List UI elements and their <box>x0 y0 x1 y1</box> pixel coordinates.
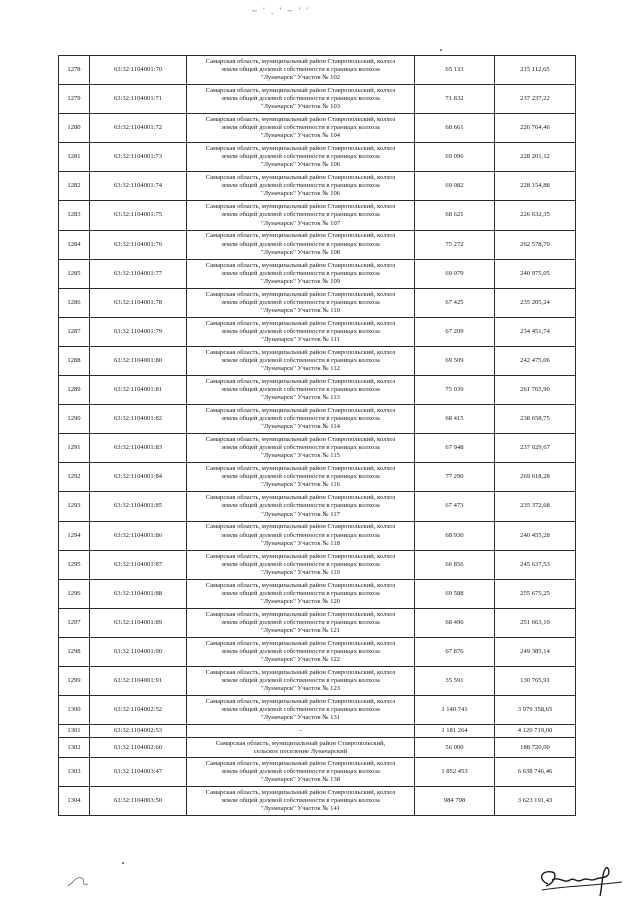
area-value: 77 290 <box>415 463 495 492</box>
description-line: "Луначарск" Участок № 120 <box>260 597 341 605</box>
cadastral-value: 245 637,53 <box>495 550 576 579</box>
area-value: 1 181 264 <box>415 725 495 738</box>
description-line: Самарская область, муниципальный район Ставропольский, колхоз <box>205 407 396 415</box>
cadastral-value: 215 112,65 <box>495 56 576 85</box>
description-line: "Луначарск" Участок № 106 <box>260 190 341 198</box>
cadastral-value: 242 475,06 <box>495 346 576 375</box>
table-row <box>59 346 576 375</box>
area-value: 67 876 <box>415 637 495 666</box>
cadastral-value: 3 979 358,65 <box>495 696 576 725</box>
cadastral-number: 63:32:1104002:60 <box>90 738 187 758</box>
table-row <box>59 637 576 666</box>
description-line: "Луначарск" Участок № 104 <box>260 132 341 140</box>
description-line: земли общей долевой собственности в границах колхоза <box>221 768 380 776</box>
cadastral-number: 63:32:1104003:50 <box>90 787 187 816</box>
description-line: "Луначарск" Участок № 113 <box>261 394 340 402</box>
location-description <box>187 550 415 579</box>
area-value: 1 852 453 <box>415 758 495 787</box>
description-line: земли общей долевой собственности в границах колхоза <box>221 95 380 103</box>
description-line: земли общей долевой собственности в границах колхоза <box>221 797 380 805</box>
cadastral-number: 63:32:1104001:70 <box>90 56 187 85</box>
location-description <box>187 172 415 201</box>
area-value: 67 209 <box>415 317 495 346</box>
cadastral-number: 63:32:1104001:87 <box>90 550 187 579</box>
table-row <box>59 463 576 492</box>
area-value: 75 039 <box>415 376 495 405</box>
description-line: "Луначарск" Участок № 117 <box>261 510 340 518</box>
description-line: "Луначарск" Участок № 114 <box>261 423 340 431</box>
cadastral-value: 228 201,12 <box>495 143 576 172</box>
area-value: 984 798 <box>415 787 495 816</box>
row-number: 1287 <box>59 317 90 346</box>
area-value: 69 588 <box>415 579 495 608</box>
cadastral-value: 3 623 191,43 <box>495 787 576 816</box>
description-line: Самарская область, муниципальный район Ставропольский, колхоз <box>205 290 396 298</box>
description-line: "Луначарск" Участок № 111 <box>261 335 340 343</box>
description-line: Самарская область, муниципальный район Ставропольский, колхоз <box>205 789 396 797</box>
row-number: 1289 <box>59 376 90 405</box>
area-value: 35 591 <box>415 666 495 695</box>
cadastral-number: 63:32:1104001:89 <box>90 608 187 637</box>
cadastral-value: 262 578,70 <box>495 230 576 259</box>
table-row <box>59 172 576 201</box>
description-line: Самарская область, муниципальный район Ставропольский, колхоз <box>205 377 396 385</box>
row-number: 1286 <box>59 288 90 317</box>
row-number: 1297 <box>59 608 90 637</box>
cadastral-value: 249 385,14 <box>495 637 576 666</box>
location-description <box>187 317 415 346</box>
description-line: земли общей долевой собственности в границах колхоза <box>221 269 380 277</box>
area-value: 68 661 <box>415 114 495 143</box>
cadastral-number: 63:32:1104001:88 <box>90 579 187 608</box>
cadastral-value: 238 658,75 <box>495 405 576 434</box>
location-description <box>187 725 415 738</box>
area-value: 67 948 <box>415 434 495 463</box>
description-line: Самарская область, муниципальный район Ставропольский, колхоз <box>205 145 396 153</box>
description-line: Самарская область, муниципальный район Ставропольский, колхоз <box>205 57 396 65</box>
location-description <box>187 230 415 259</box>
cadastral-number: 63:32:1104001:83 <box>90 434 187 463</box>
cadastral-value: 240 975,05 <box>495 259 576 288</box>
description-line: земли общей долевой собственности в границах колхоза <box>221 386 380 394</box>
cadastral-number: 63:32:1104002:52 <box>90 696 187 725</box>
area-value: 68 930 <box>415 521 495 550</box>
cadastral-value: 228 154,88 <box>495 172 576 201</box>
description-line: земли общей долевой собственности в границах колхоза <box>221 589 380 597</box>
description-line: земли общей долевой собственности в границах колхоза <box>221 647 380 655</box>
description-line: земли общей долевой собственности в границах колхоза <box>221 211 380 219</box>
row-number: 1300 <box>59 696 90 725</box>
area-value: 75 272 <box>415 230 495 259</box>
description-line: Самарская область, муниципальный район Ставропольский, колхоз <box>205 348 396 356</box>
scribble-mark <box>66 872 92 890</box>
table-row <box>59 259 576 288</box>
area-value: 69 509 <box>415 346 495 375</box>
description-line: земли общей долевой собственности в границах колхоза <box>221 560 380 568</box>
signature <box>534 862 626 898</box>
row-number: 1285 <box>59 259 90 288</box>
cadastral-number: 63:32:1104001:74 <box>90 172 187 201</box>
cadastral-number: 63:32:1104001:78 <box>90 288 187 317</box>
description-line: "Луначарск" Участок № 116 <box>261 481 340 489</box>
row-number: 1303 <box>59 758 90 787</box>
row-number: 1296 <box>59 579 90 608</box>
description-line: "Луначарск" Участок № 131 <box>260 714 341 722</box>
description-line: земли общей долевой собственности в границах колхоза <box>221 240 380 248</box>
table-row <box>59 405 576 434</box>
area-value: 66 856 <box>415 550 495 579</box>
cadastral-value: 226 764,46 <box>495 114 576 143</box>
description-line: земли общей долевой собственности в границах колхоза <box>221 124 380 132</box>
location-description <box>187 579 415 608</box>
row-number: 1293 <box>59 492 90 521</box>
description-line: Самарская область, муниципальный район Ставропольский, колхоз <box>205 760 396 768</box>
description-line: "Луначарск" Участок № 138 <box>260 776 341 784</box>
cadastral-number: 63:32:1104001:72 <box>90 114 187 143</box>
location-description <box>187 85 415 114</box>
cadastral-number: 63:32:1104001:71 <box>90 85 187 114</box>
table-row <box>59 758 576 787</box>
table-row <box>59 288 576 317</box>
description-line: "Луначарск" Участок № 119 <box>261 568 340 576</box>
description-line: Самарская область, муниципальный район Ставропольский, колхоз <box>205 494 396 502</box>
row-number: 1290 <box>59 405 90 434</box>
description-line: Самарская область, муниципальный район Ставропольский, колхоз <box>205 639 396 647</box>
cadastral-value: 240 455,28 <box>495 521 576 550</box>
row-number: 1279 <box>59 85 90 114</box>
area-value: 56 000 <box>415 738 495 758</box>
description-line: Самарская область, муниципальный район Ставропольский, <box>215 739 386 747</box>
description-line: земли общей долевой собственности в границах колхоза <box>221 66 380 73</box>
area-value: 71 832 <box>415 85 495 114</box>
description-line: земли общей долевой собственности в границах колхоза <box>221 327 380 335</box>
table-row <box>59 608 576 637</box>
description-line: Самарская область, муниципальный район Ставропольский, колхоз <box>205 319 396 327</box>
area-value: 67 473 <box>415 492 495 521</box>
description-line: "Луначарск" Участок № 122 <box>260 655 341 663</box>
description-line: Самарская область, муниципальный район Ставропольский, колхоз <box>205 203 396 211</box>
cadastral-value: 251 663,10 <box>495 608 576 637</box>
row-number: 1284 <box>59 230 90 259</box>
cadastral-number: 63:32:1104001:84 <box>90 463 187 492</box>
cadastral-value: 237 237,22 <box>495 85 576 114</box>
description-line: земли общей долевой собственности в границах колхоза <box>221 356 380 364</box>
table-row <box>59 725 576 738</box>
description-line: "Луначарск" Участок № 110 <box>261 306 340 314</box>
cadastral-number: 63:32:1104001:73 <box>90 143 187 172</box>
description-line: Самарская область, муниципальный район Ставропольский, колхоз <box>205 465 396 473</box>
area-value: 65 133 <box>415 56 495 85</box>
table-row <box>59 521 576 550</box>
location-description <box>187 288 415 317</box>
location-description <box>187 521 415 550</box>
cadastral-value: 234 451,74 <box>495 317 576 346</box>
description-line: земли общей долевой собственности в границах колхоза <box>221 153 380 161</box>
table-row <box>59 230 576 259</box>
location-description <box>187 637 415 666</box>
area-value: 1 140 741 <box>415 696 495 725</box>
cadastral-number: 63:32:1104001:79 <box>90 317 187 346</box>
description-line: земли общей долевой собственности в границах колхоза <box>221 298 380 306</box>
table-row <box>59 114 576 143</box>
table-row <box>59 787 576 816</box>
description-line: сельское поселение Луначарский <box>253 747 348 755</box>
location-description <box>187 666 415 695</box>
row-number: 1294 <box>59 521 90 550</box>
row-number: 1304 <box>59 787 90 816</box>
cadastral-number: 63:32:1104001:85 <box>90 492 187 521</box>
cadastral-number: 63:32:1104003:47 <box>90 758 187 787</box>
description-line: Самарская область, муниципальный район Ставропольский, колхоз <box>205 610 396 618</box>
table-row <box>59 434 576 463</box>
description-line: "Луначарск" Участок № 115 <box>261 452 340 460</box>
row-number: 1280 <box>59 114 90 143</box>
cadastral-number: 63:32:1104001:81 <box>90 376 187 405</box>
description-line: земли общей долевой собственности в границах колхоза <box>221 182 380 190</box>
cadastral-number: 63:32:1104001:76 <box>90 230 187 259</box>
description-line: земли общей долевой собственности в границах колхоза <box>221 676 380 684</box>
location-description <box>187 463 415 492</box>
cadastral-value: 4 120 719,00 <box>495 725 576 738</box>
row-number: 1291 <box>59 434 90 463</box>
row-number: 1301 <box>59 725 90 738</box>
land-plots-table <box>58 55 576 816</box>
description-line: "Луначарск" Участок № 107 <box>260 219 341 227</box>
cadastral-value: 130 765,91 <box>495 666 576 695</box>
table-row <box>59 376 576 405</box>
row-number: 1295 <box>59 550 90 579</box>
table-row <box>59 56 576 85</box>
description-line: "Луначарск" Участок № 106 <box>260 161 341 169</box>
row-number: 1281 <box>59 143 90 172</box>
area-value: 69 079 <box>415 259 495 288</box>
cadastral-number: 63:32:1104001:80 <box>90 346 187 375</box>
cadastral-number: 63:32:1104001:82 <box>90 405 187 434</box>
table-row <box>59 317 576 346</box>
table-row <box>59 85 576 114</box>
description-line: "Луначарск" Участок № 108 <box>260 248 341 256</box>
location-description <box>187 434 415 463</box>
table-row <box>59 143 576 172</box>
description-line: Самарская область, муниципальный район Ставропольский, колхоз <box>205 87 396 94</box>
table-row <box>59 696 576 725</box>
cadastral-value: 235 372,68 <box>495 492 576 521</box>
scan-header-marks: ~ ' . ' ~ ' ' <box>252 6 310 16</box>
area-value: 69 096 <box>415 143 495 172</box>
location-description <box>187 738 415 758</box>
row-number: 1288 <box>59 346 90 375</box>
description-line: земли общей долевой собственности в границах колхоза <box>221 531 380 539</box>
row-number: 1299 <box>59 666 90 695</box>
row-number: 1282 <box>59 172 90 201</box>
description-line: Самарская область, муниципальный район Ставропольский, колхоз <box>205 232 396 240</box>
location-description <box>187 376 415 405</box>
location-description <box>187 758 415 787</box>
row-number: 1292 <box>59 463 90 492</box>
description-line: Самарская область, муниципальный район Ставропольский, колхоз <box>205 668 396 676</box>
description-line: Самарская область, муниципальный район Ставропольский, колхоз <box>205 697 396 705</box>
description-line: Самарская область, муниципальный район Ставропольский, колхоз <box>205 581 396 589</box>
cadastral-value: 226 632,35 <box>495 201 576 230</box>
cadastral-number: 63:32:1104002:53 <box>90 725 187 738</box>
description-line: Самарская область, муниципальный район Ставропольский, колхоз <box>205 116 396 124</box>
description-line: Самарская область, муниципальный район Ставропольский, колхоз <box>205 261 396 269</box>
location-description <box>187 492 415 521</box>
description-line: Самарская область, муниципальный район Ставропольский, колхоз <box>205 523 396 531</box>
description-line: Самарская область, муниципальный район Ставропольский, колхоз <box>205 174 396 182</box>
location-description <box>187 143 415 172</box>
row-number: 1302 <box>59 738 90 758</box>
cadastral-number: 63:32:1104001:90 <box>90 637 187 666</box>
cadastral-value: 269 618,28 <box>495 463 576 492</box>
location-description <box>187 608 415 637</box>
location-description <box>187 405 415 434</box>
location-description <box>187 787 415 816</box>
cadastral-value: 188 720,00 <box>495 738 576 758</box>
cadastral-number: 63:32:1104001:77 <box>90 259 187 288</box>
location-description <box>187 201 415 230</box>
row-number: 1278 <box>59 56 90 85</box>
table-body <box>59 56 576 816</box>
cadastral-value: 6 638 746,46 <box>495 758 576 787</box>
description-line: "Луначарск" Участок № 121 <box>260 626 341 634</box>
location-description <box>187 114 415 143</box>
description-line: "Луначарск" Участок № 123 <box>260 685 341 693</box>
table-row <box>59 579 576 608</box>
description-line: Самарская область, муниципальный район Ставропольский, колхоз <box>205 552 396 560</box>
location-description <box>187 346 415 375</box>
area-value: 68 496 <box>415 608 495 637</box>
cadastral-number: 63:32:1104001:91 <box>90 666 187 695</box>
description-line: земли общей долевой собственности в границах колхоза <box>221 618 380 626</box>
area-value: 68 621 <box>415 201 495 230</box>
description-line: земли общей долевой собственности в границах колхоза <box>221 706 380 714</box>
location-description <box>187 56 415 85</box>
row-number: 1283 <box>59 201 90 230</box>
scan-speck <box>122 862 124 864</box>
description-line: "Луначарск" Участок № 109 <box>260 277 341 285</box>
cadastral-value: 255 675,25 <box>495 579 576 608</box>
description-line: "Луначарск" Участок № 103 <box>260 103 341 111</box>
table-row <box>59 201 576 230</box>
description-line: "Луначарск" Участок № 118 <box>261 539 340 547</box>
area-value: 67 425 <box>415 288 495 317</box>
description-line: Самарская область, муниципальный район Ставропольский, колхоз <box>205 436 396 444</box>
cadastral-value: 235 205,24 <box>495 288 576 317</box>
description-line: - <box>299 727 302 735</box>
description-line: земли общей долевой собственности в границах колхоза <box>221 415 380 423</box>
table-row <box>59 666 576 695</box>
table-row <box>59 550 576 579</box>
cadastral-value: 261 765,90 <box>495 376 576 405</box>
description-line: "Луначарск" Участок № 102 <box>260 74 341 82</box>
table-row <box>59 492 576 521</box>
scan-speck <box>440 49 442 51</box>
row-number: 1298 <box>59 637 90 666</box>
cadastral-number: 63:32:1104001:75 <box>90 201 187 230</box>
description-line: "Луначарск" Участок № 141 <box>260 805 341 813</box>
location-description <box>187 259 415 288</box>
cadastral-value: 237 029,67 <box>495 434 576 463</box>
description-line: земли общей долевой собственности в границах колхоза <box>221 502 380 510</box>
table-row <box>59 738 576 758</box>
description-line: "Луначарск" Участок № 112 <box>261 365 340 373</box>
area-value: 68 415 <box>415 405 495 434</box>
cadastral-number: 63:32:1104001:86 <box>90 521 187 550</box>
area-value: 69 082 <box>415 172 495 201</box>
description-line: земли общей долевой собственности в границах колхоза <box>221 444 380 452</box>
description-line: земли общей долевой собственности в границах колхоза <box>221 473 380 481</box>
location-description <box>187 696 415 725</box>
